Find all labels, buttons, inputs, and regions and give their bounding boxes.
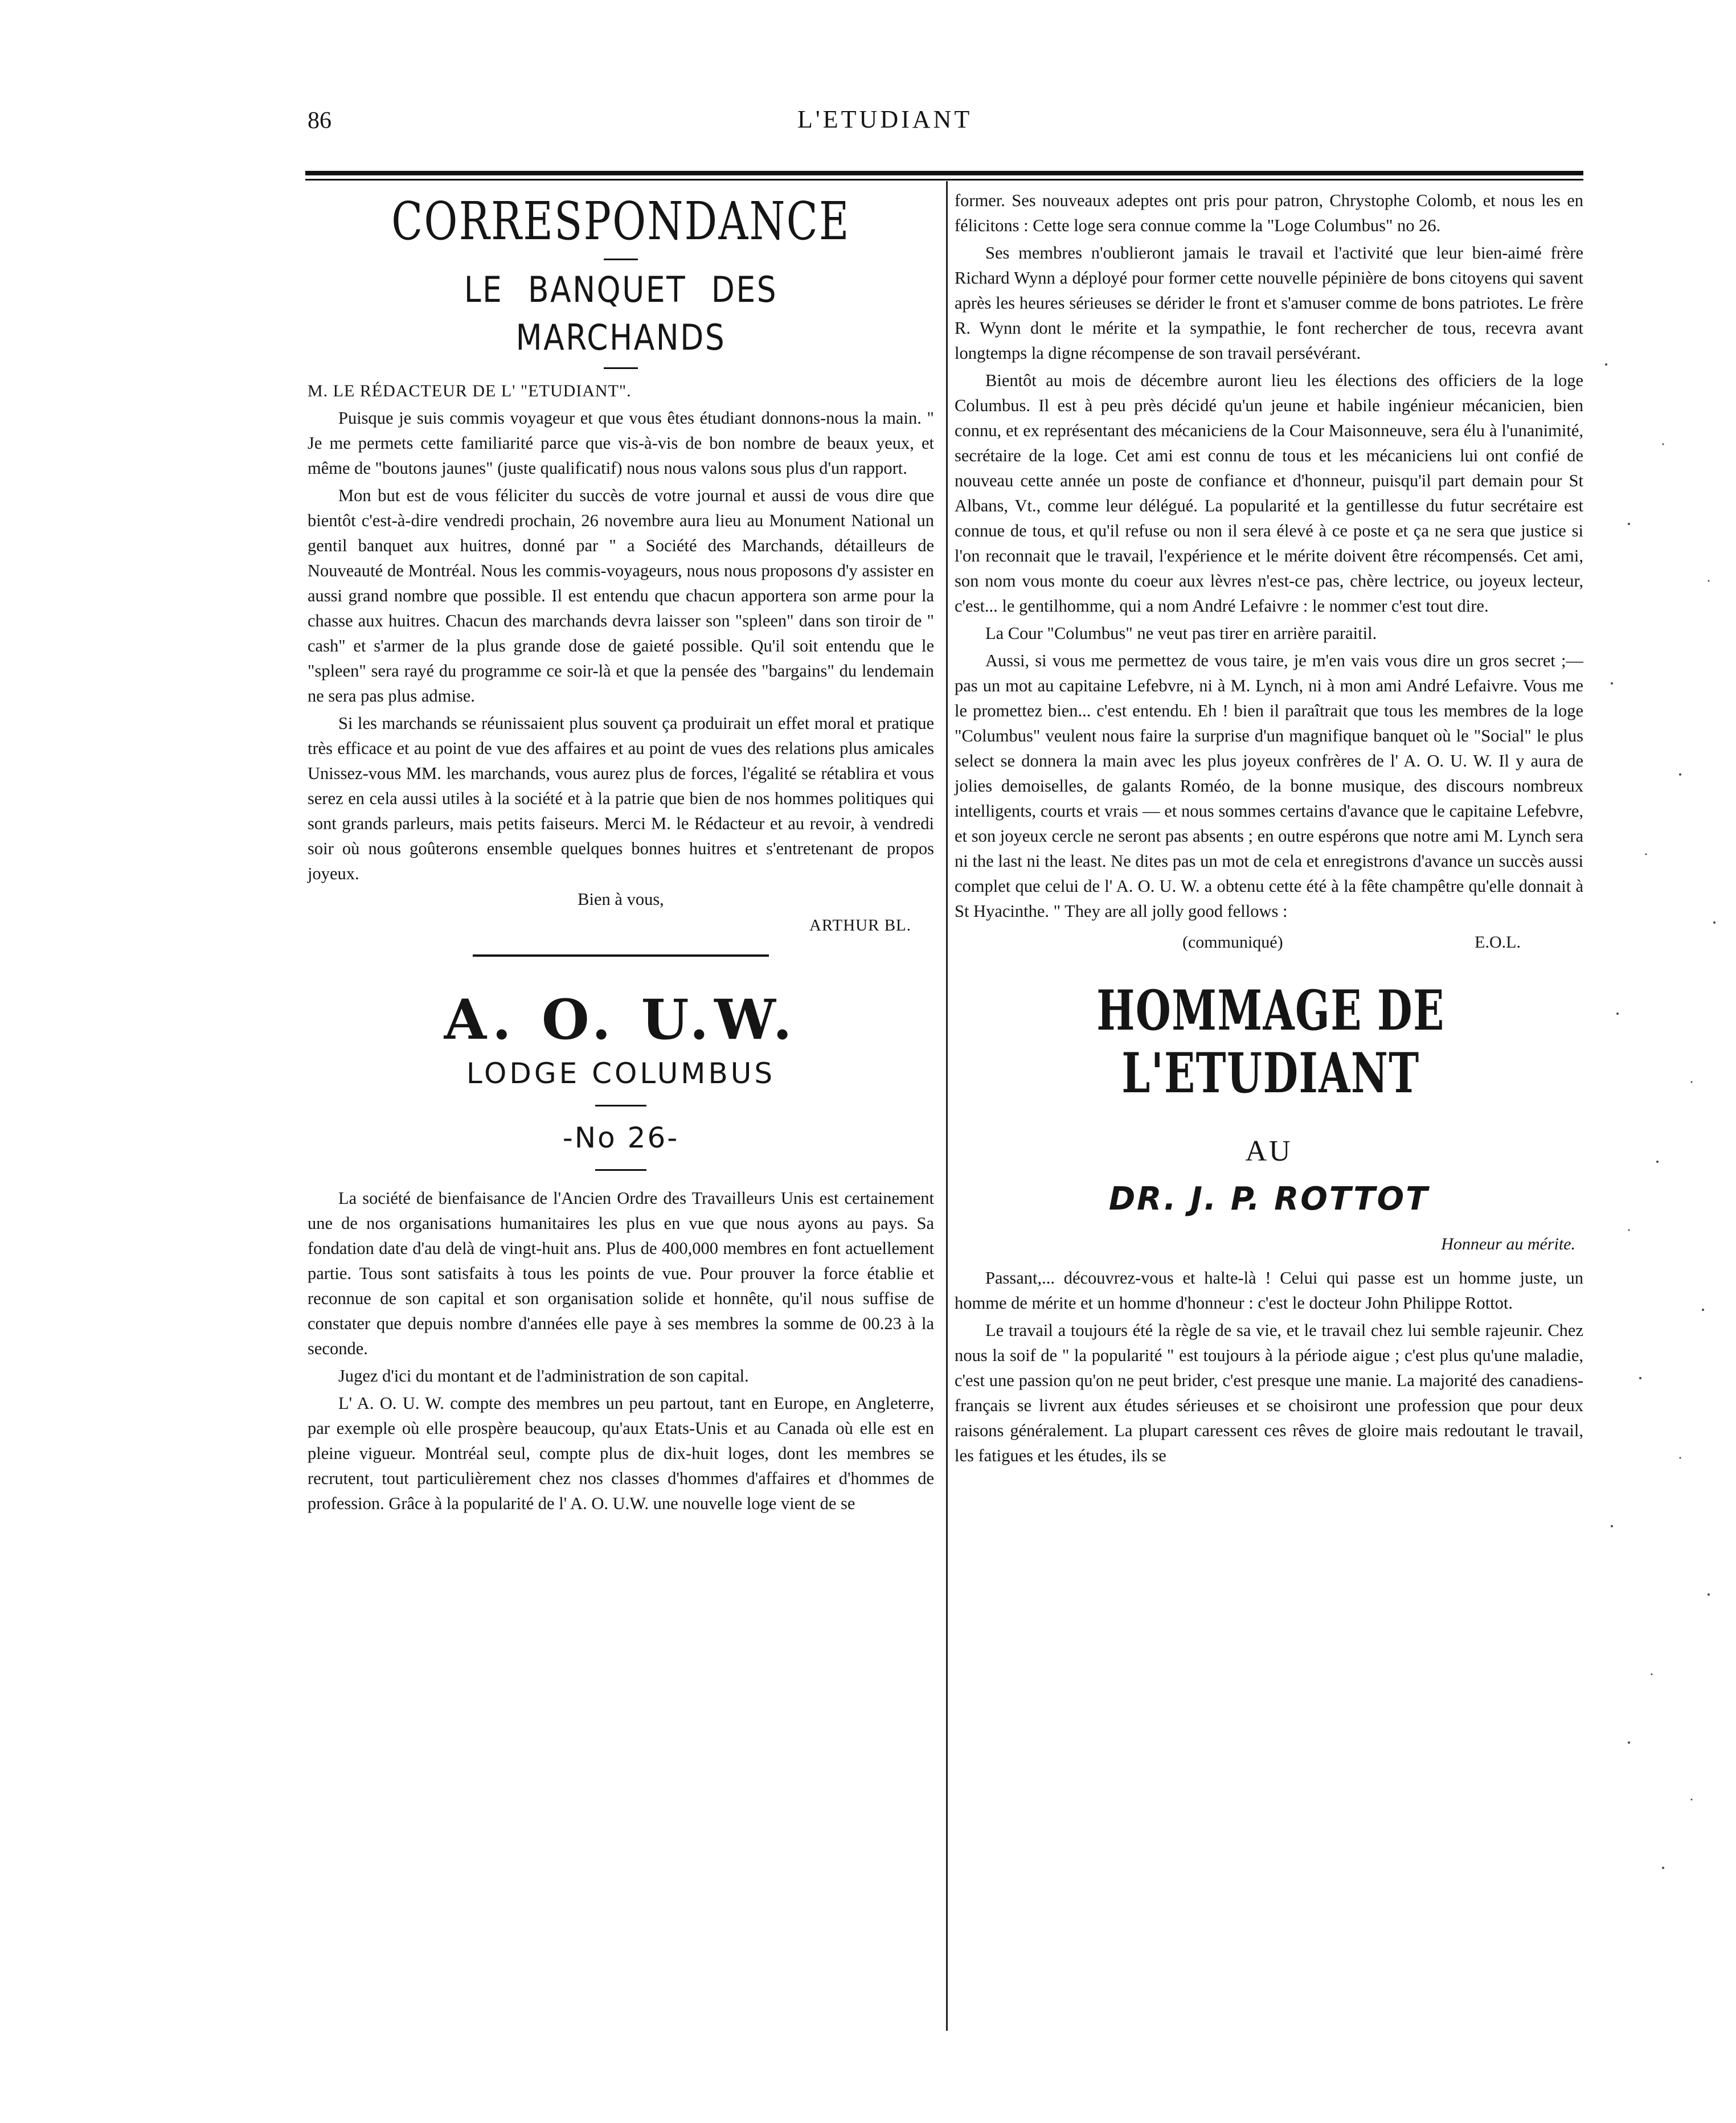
correspondance-heading: CORRESPONDANCE — [391, 191, 850, 252]
right-column — [955, 188, 1583, 1470]
section-divider — [473, 954, 769, 957]
article-paragraph: Aussi, si vous me permettez de vous taire, je m'en vais vous dire un gros secret ;— pas un mot au capitaine Lefebvre, ni à M. Lynch, ni à mon ami André Lefaivre. Vous me le promettez bien... c'est entendu. Eh ! bien il paraîtrait que tous les membres de la loge "Columbus" veulent nous faire la surprise d'un magnifique banquet où le "Social" le plus select se donnera la main avec les plus joyeux confrères de l' A. O. U. W. Il y aura de jolies demoiselles, de galants Roméo, de la bonne musique, des discours nombreux intelligents, courts et vrais — et nous sommes certains d'avance que le capitaine Lefebvre, et son joyeux cercle ne seront pas absents ; en outre espérons que notre ami M. Lynch sera ni the last ni the least. Ne dites pas un mot de cela et enregistrons d'avance un succès aussi complet que celui de l' A. O. U. W. a obtenu cette été à la fête champêtre qu'elle donnait à St Hyacinthe. " They are all jolly good fellows : — [955, 651, 1583, 921]
author-initials: E.O.L. — [1475, 933, 1521, 952]
epigraph: Honneur au mérite. — [1441, 1235, 1575, 1253]
aouw-paragraph: Jugez d'ici du montant et de l'administration de son capital. — [338, 1366, 749, 1386]
page-number: 86 — [308, 108, 331, 134]
article-paragraph: La Cour "Columbus" ne veut pas tirer en arrière paraitil. — [985, 624, 1377, 643]
aouw-paragraph: La société de bienfaisance de l'Ancien Ordre des Travailleurs Unis est certainement une de nos organisations humanitaires les plus en vue que nous ayons au pays. Sa fondation date d'au delà de vingt-huit ans. Plus de 400,000 membres en font actuellement partie. Tous sont satisfaits à tous les points de vue. Pour prouver la force établie et reconnue de son capital et son organisation solide et honnête, qu'il nous suffise de constater que depuis nombre d'années elle paye à ses membres la somme de 00.23 à la seconde. — [308, 1188, 934, 1358]
letter-paragraph: Mon but est de vous féliciter du succès de votre journal et aussi de vous dire que bientôt c'est-à-dire vendredi prochain, 26 novembre aura lieu au Monument National un gentil banquet aux huitres, donné par " a Société des Marchands, détailleurs de Nouveauté de Montréal. Nous les commis-voyageurs, nous nous proposons d'y assister en aussi grand nombre que possible. Il est entendu que chacun apportera son arme pour la chasse aux huitres. Chacun des marchands devra laisser son "spleen" dans son tiroir de " cash" et s'armer de la plus grande dose de gaieté possible. Qu'il soit entendu que le "spleen" sera rayé du programme ce soir-là et que la pensée des "bargains" du lendemain ne sera pas plus admise. — [308, 486, 934, 706]
heading-dash — [595, 1105, 646, 1106]
hommage-heading: HOMMAGE DE L'ETUDIANT — [1096, 978, 1445, 1105]
header-rule-thin — [305, 179, 1583, 181]
hommage-paragraph: Passant,... découvrez-vous et halte-là ! Celui qui passe est un homme juste, un homme de mérite et un homme d'honneur : c'est le docteur John Philippe Rottot. — [955, 1268, 1583, 1313]
lodge-number: -No 26- — [562, 1121, 679, 1154]
heading-dash — [604, 367, 638, 369]
rottot-heading: DR. J. P. ROTTOT — [1108, 1181, 1430, 1218]
column-divider — [946, 181, 948, 2031]
banquet-heading: LE BANQUET DES MARCHANDS — [464, 269, 778, 358]
credit-label: (communiqué) — [1182, 933, 1283, 952]
letter-paragraph: Puisque je suis commis voyageur et que vous êtes étudiant donnons-nous la main. " Je me permets cette familiarité parce que vis-à-vis de bon nombre de beaux yeux, et même de "boutons jaunes" (juste qualificatif) nous nous valons sous plus d'un rapport. — [308, 408, 934, 478]
aouw-paragraph: L' A. O. U. W. compte des membres un peu partout, tant en Europe, en Angleterre, par exemple où elle prospère beaucoup, qu'aux Etats-Unis et au Canada où elle est en pleine vigueur. Montréal seul, compte plus de dix-huit loges, dont les membres se recrutent, tout particulièrement chez nos classes d'hommes d'affaires et d'hommes de profession. Grâce à la popularité de l' A. O. U.W. une nouvelle loge vient de se — [308, 1394, 934, 1513]
left-column — [308, 188, 934, 1518]
lodge-heading: LODGE COLUMBUS — [466, 1057, 776, 1090]
heading-dash — [595, 1169, 646, 1171]
au-heading: AU — [1245, 1135, 1293, 1167]
article-paragraph: former. Ses nouveaux adeptes ont pris pour patron, Chrystophe Colomb, et nous les en félicitons : Cette loge sera connue comme la "Loge Columbus" no 26. — [955, 191, 1583, 235]
scan-speckle-noise — [1595, 342, 1731, 1936]
header-rule — [305, 171, 1583, 175]
letter-closing: Bien à vous, — [578, 890, 664, 909]
letter-paragraph: Si les marchands se réunissaient plus souvent ça produirait un effet moral et pratique très efficace et au point de vue des affaires et au point de vues des relations plus amicales Unissez-vous MM. les marchands, vous aurez plus de forces, l'égalité se rétablira et vous serez en cela aussi utiles à la société et à la patrie que bien de nos hommes politiques qui sont grands parleurs, mais petits faiseurs. Merci M. le Rédacteur et au revoir, à vendredi soir où nous goûterons ensemble quelques bonnes huitres et s'entretenant de propos joyeux. — [308, 714, 934, 883]
article-paragraph: Bientôt au mois de décembre auront lieu les élections des officiers de la loge Columbus. Il est à peu près décidé qu'un jeune et habile ingénieur mécanicien, bien connu, et ex représentant des mécaniciens de la Cour Maisonneuve, sera élu à l'unanimité, secrétaire de la loge. Cet ami est connu de tous et les mécaniciens lui ont confié de nouveau cette année un poste de confiance et d'honneur, puisqu'il part demain pour St Albans, Vt., comme leur délégué. La popularité et la gentillesse du futur secrétaire est connue de tous, et qu'il refuse ou non il sera élevé à ce poste et ça ne sera que justice si l'on reconnait que le travail, l'expérience et le mérite doivent être récompensés. Cet ami, son nom vous monte du coeur aux lèvres n'est-ce pas, chère lectrice, ou joyeux lecteur, c'est... le gentilhomme, qui a nom André Lefaivre : le nommer c'est tout dire. — [955, 371, 1583, 616]
article-credit — [955, 926, 1583, 952]
heading-dash — [604, 259, 638, 260]
article-paragraph: Ses membres n'oublieront jamais le travail et l'activité que leur bien-aimé frère Richard Wynn a déployé pour former cette nouvelle pépinière de bons citoyens qui savent après les heures sérieuses se dérider le front et s'amuser comme de bons patriotes. Le frère R. Wynn dont le mérite et la sympathie, le font rechercher de tous, recevra avant longtemps la digne récompense de son travail persévérant. — [955, 243, 1583, 363]
aouw-heading: A. O. U.W. — [444, 987, 798, 1052]
letter-salutation: M. LE RÉDACTEUR DE L' "ETUDIANT". — [308, 382, 632, 400]
letter-signature: ARTHUR BL. — [809, 916, 911, 935]
running-title: L'ETUDIANT — [797, 105, 973, 133]
hommage-paragraph: Le travail a toujours été la règle de sa vie, et le travail chez lui semble rajeunir. Chez nous la soif de " la popularité " est toujours à la période aigue ; c'est plus qu'une maladie, c'est une passion qu'on ne peut brider, c'est presque une manie. La majorité des canadiens-français se livrent aux études sérieuses et se choisiront une profession que pour deux raisons généralement. La plupart caressent ces rêves de gloire mais redoutant le travail, les fatigues et les études, ils se — [955, 1321, 1583, 1465]
